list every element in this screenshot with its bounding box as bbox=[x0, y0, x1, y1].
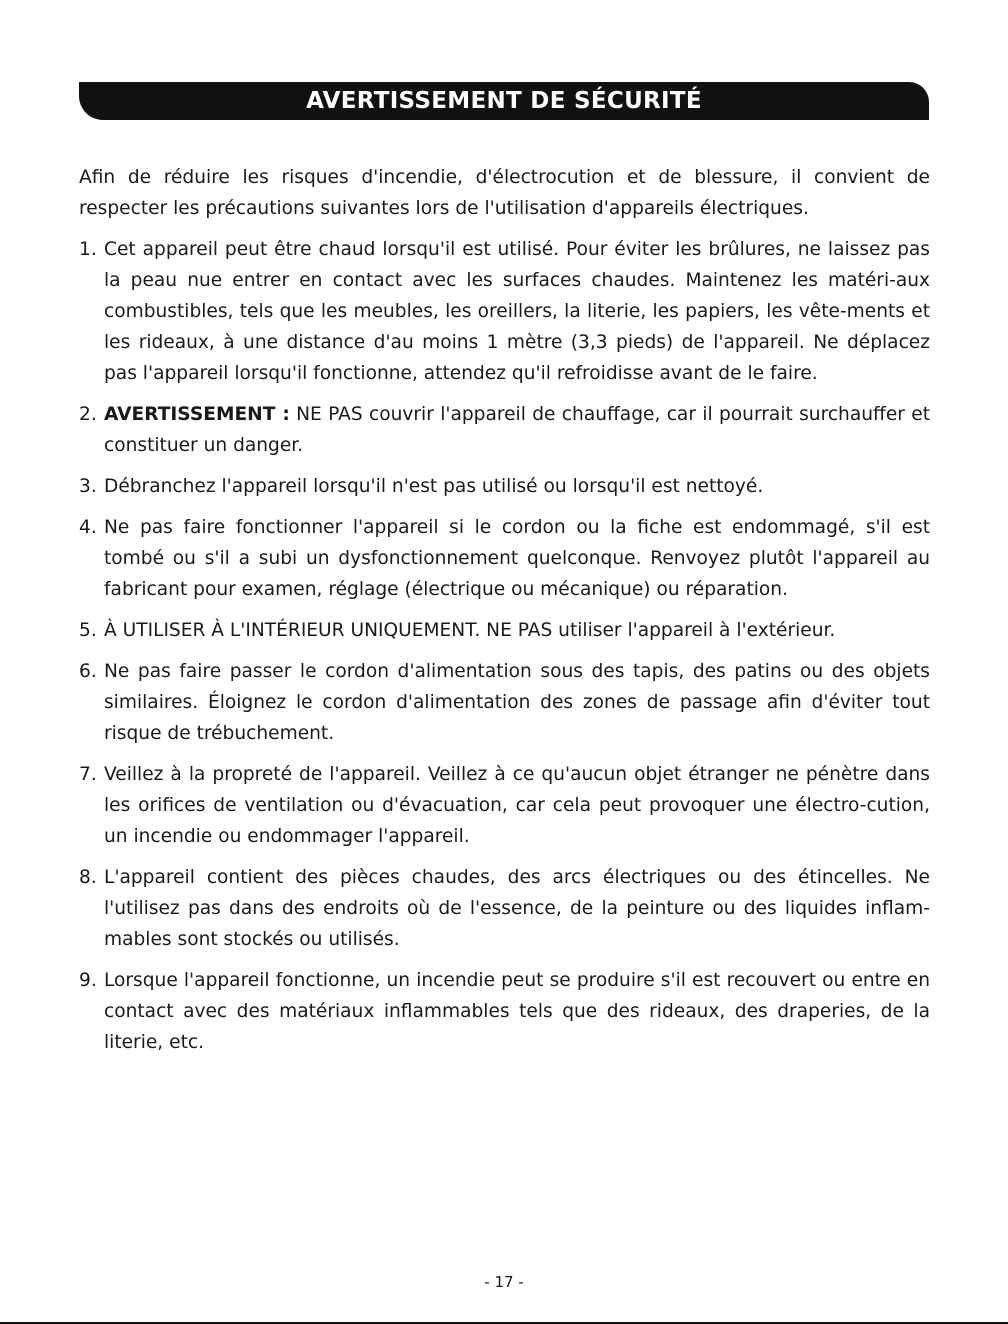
item-number: 6. bbox=[79, 661, 97, 682]
list-item bbox=[79, 615, 930, 646]
item-text: Ne pas faire passer le cordon d'alimentation sous des tapis, des patins ou des objets similaires. Éloignez le cordon d'alimentation des zones de passage afin d'éviter tout risque de trébuchement. bbox=[104, 661, 930, 744]
item-number: 2. bbox=[79, 404, 97, 425]
safety-list bbox=[79, 234, 930, 1058]
list-item bbox=[79, 471, 930, 502]
item-text: Veillez à la propreté de l'appareil. Veillez à ce qu'aucun objet étranger ne pénètre dans les orifices de ventilation ou d'évacuation, car cela peut provoquer une électro-cution, un incendie ou endommager l'appareil. bbox=[104, 764, 930, 847]
item-text: À UTILISER À L'INTÉRIEUR UNIQUEMENT. NE PAS utiliser l'appareil à l'extérieur. bbox=[104, 620, 836, 641]
item-text: NE PAS couvrir l'appareil de chauffage, car il pourrait surchauffer et constituer un danger. bbox=[104, 404, 930, 456]
item-number: 9. bbox=[79, 970, 97, 991]
item-number: 4. bbox=[79, 517, 97, 538]
section-header-bar bbox=[79, 82, 929, 120]
item-text: L'appareil contient des pièces chaudes, des arcs électriques ou des étincelles. Ne l'utilisez pas dans des endroits où de l'essence, de la peinture ou des liquides inflam-mables sont stockés ou utilisés. bbox=[104, 867, 930, 950]
page-number: - 17 - bbox=[484, 1273, 524, 1291]
item-text: Débranchez l'appareil lorsqu'il n'est pas utilisé ou lorsqu'il est nettoyé. bbox=[104, 476, 764, 497]
list-item bbox=[79, 399, 930, 461]
list-item bbox=[79, 512, 930, 605]
item-number: 5. bbox=[79, 620, 97, 641]
item-number: 8. bbox=[79, 867, 97, 888]
item-text: Ne pas faire fonctionner l'appareil si le cordon ou la fiche est endommagé, s'il est tombé ou s'il a subi un dysfonctionnement quelconque. Renvoyez plutôt l'appareil au fabricant pour examen, réglage (électrique ou mécanique) ou réparation. bbox=[104, 517, 930, 600]
list-item bbox=[79, 759, 930, 852]
section-title: AVERTISSEMENT DE SÉCURITÉ bbox=[306, 88, 702, 114]
list-item bbox=[79, 965, 930, 1058]
item-number: 7. bbox=[79, 764, 97, 785]
list-item bbox=[79, 862, 930, 955]
document-body bbox=[79, 162, 930, 1068]
item-text: Lorsque l'appareil fonctionne, un incendie peut se produire s'il est recouvert ou entre en contact avec des matériaux inflammables tels que des rideaux, des draperies, de la literie, etc. bbox=[104, 970, 930, 1053]
item-number: 3. bbox=[79, 476, 97, 497]
intro-paragraph: Afin de réduire les risques d'incendie, d'électrocution et de blessure, il convient de respecter les précautions suivantes lors de l'utilisation d'appareils électriques. bbox=[79, 167, 930, 219]
item-number: 1. bbox=[79, 239, 97, 260]
item-bold-label: AVERTISSEMENT : bbox=[104, 404, 290, 425]
list-item bbox=[79, 656, 930, 749]
item-text: Cet appareil peut être chaud lorsqu'il est utilisé. Pour éviter les brûlures, ne laissez pas la peau nue entrer en contact avec les surfaces chaudes. Maintenez les matéri-aux combustibles, tels que les meubles, les oreillers, la literie, les papiers, les vête-ments et les rideaux, à une distance d'au moins 1 mètre (3,3 pieds) de l'appareil. Ne déplacez pas l'appareil lorsqu'il fonctionne, attendez qu'il refroidisse avant de le faire. bbox=[104, 239, 930, 384]
list-item bbox=[79, 234, 930, 389]
